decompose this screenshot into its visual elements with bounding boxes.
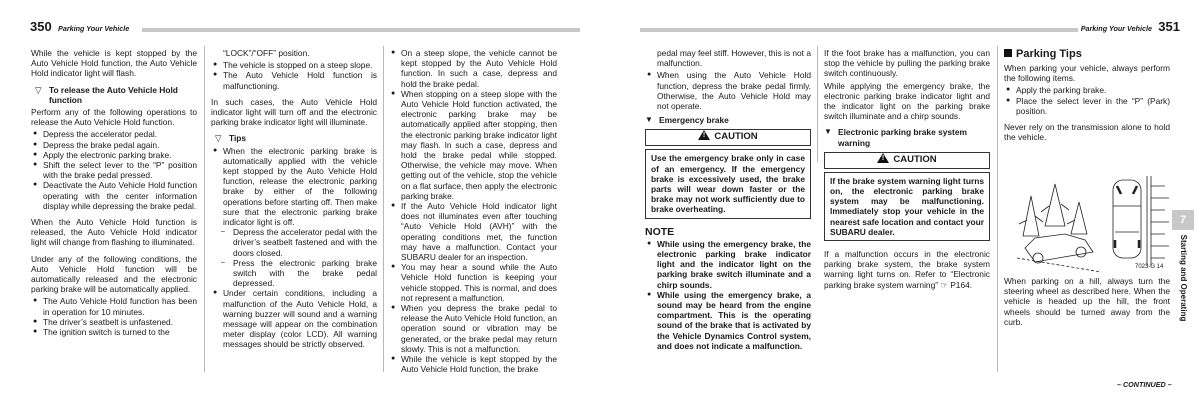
- column-divider: [204, 46, 205, 372]
- car-top-view-icon: [1113, 180, 1141, 258]
- bullet-icon: ●: [33, 130, 38, 138]
- bullet-icon: ●: [33, 328, 38, 336]
- dash-icon: –: [221, 258, 225, 266]
- list-item: ● If the Auto Vehicle Hold indicator light does not illuminates even after touching “Auto Vehicle Hold (AVH)” with the operating conditions met, the function may have a malfunction. Contact your SUBARU dealer for an inspection.: [391, 201, 557, 263]
- subheading-tips: ▽ Tips: [215, 133, 247, 144]
- bullet-icon: ●: [391, 355, 396, 363]
- list-item: ● Deactivate the Auto Vehicle Hold function operating with the center information display while depressing the brake pedal.: [33, 180, 197, 211]
- curb-icon: [1147, 176, 1169, 266]
- bullet-icon: ●: [33, 317, 38, 325]
- bullet-icon: ●: [1006, 86, 1011, 94]
- bullet-icon: ●: [647, 71, 652, 79]
- left-page-header: [30, 20, 550, 36]
- tree-icon: [1019, 184, 1087, 236]
- bullet-icon: ●: [213, 61, 218, 69]
- bullet-icon: ●: [391, 49, 396, 56]
- list-item: ● While using the emergency brake, a sound may be heard from the engine compartment. This is the operating sound of the brake that is activated by the Vehicle Dynamics Control system, and does not indicate a malfunction.: [647, 289, 811, 351]
- bullet-icon: ●: [33, 140, 38, 148]
- bullet-icon: ●: [213, 71, 218, 79]
- right-column-3: [1004, 48, 1170, 148]
- square-bullet-icon: [1004, 49, 1012, 57]
- figure-code: 7023-G 14: [1135, 264, 1164, 270]
- section-heading-parking-tips: Parking Tips: [1004, 48, 1170, 61]
- list-item: ● Apply the parking brake.: [1006, 85, 1107, 96]
- paragraph: pedal may feel stiff. However, this is not a malfunction.: [657, 48, 811, 69]
- left-column-3: [389, 48, 557, 375]
- list-item: ● The Auto Vehicle Hold function has been in operation for 10 minutes.: [33, 296, 197, 317]
- bullet-icon: ●: [33, 150, 38, 158]
- paragraph: Never rely on the transmission alone to hold the vehicle.: [1004, 122, 1170, 143]
- right-column-3-bottom: [1004, 276, 1170, 333]
- bullet-icon: ●: [647, 290, 652, 298]
- caution-body: Use the emergency brake only in case of an emergency. If the emergency brake is excessively used, the brake parts will wear down faster or the brake may not work sufficiently due to brake overheating.: [645, 149, 811, 218]
- triangle-down-icon: ▼: [645, 115, 653, 125]
- paragraph: In such cases, the Auto Vehicle Hold indicator light will turn off and the electronic parking brake indicator light will illuminate.: [211, 96, 377, 128]
- list-item: ● Shift the select lever to the “P” position with the brake pedal pressed.: [33, 160, 197, 181]
- running-title-left: Parking Your Vehicle: [58, 24, 130, 33]
- list-item: ● You may hear a sound while the Auto Vehicle Hold function is keeping your vehicle stopped. This is normal, and does not represent a malfunction.: [391, 262, 557, 303]
- caution-header: !CAUTION: [645, 129, 811, 146]
- paragraph: If a malfunction occurs in the electronic parking brake system, the brake system warning light turns on. Refer to “Electronic parking brake system warning” ☞ P164.: [824, 249, 990, 290]
- triangle-outline-icon: ▽: [215, 133, 222, 144]
- header-rule-left: [142, 28, 580, 32]
- paragraph: While applying the emergency brake, the electronic parking brake indicator light and the indicator light on the parking brake switch illuminate and a chirp sounds.: [824, 80, 990, 122]
- bullet-icon: ●: [391, 304, 396, 312]
- tips-list: [211, 146, 377, 350]
- page-number-left: 350: [30, 19, 52, 34]
- list-item: ● Apply the electronic parking brake.: [33, 149, 172, 160]
- caution-header: !CAUTION: [824, 152, 990, 169]
- list-subitem: – Depress the accelerator pedal with the driver’s seatbelt fastened and with the doors closed.: [221, 227, 377, 258]
- header-rule-right: [640, 28, 1078, 32]
- bullet-icon: ●: [213, 289, 218, 297]
- column-divider: [817, 46, 818, 162]
- list-item: ● The vehicle is stopped on a steep slope.: [213, 60, 373, 71]
- dash-icon: –: [221, 228, 225, 236]
- bullet-icon: ●: [33, 297, 38, 305]
- list-item: ● Under certain conditions, including a malfunction of the Auto Vehicle Hold, a warning buzzer will sound and a warning message will appear on the combination meter display (color LCD). All warning messages should be strictly observed.: [213, 288, 377, 350]
- conditions-list-cont: [211, 60, 377, 91]
- bullet-icon: ●: [647, 239, 652, 247]
- list-item: ● The Auto Vehicle Hold function is malfunctioning.: [213, 70, 377, 91]
- list-item: ● While the vehicle is kept stopped by the Auto Vehicle Hold function, the brake: [391, 354, 557, 375]
- chapter-tab-number: 7: [1172, 210, 1194, 230]
- paragraph: When parking on a hill, always turn the steering wheel as described here. When the vehicle is headed up the hill, the front wheels should be turned away from the curb.: [1004, 276, 1170, 327]
- column-divider: [383, 46, 384, 372]
- note-heading: NOTE: [645, 225, 675, 238]
- list-item: ● The driver’s seatbelt is unfastened.: [33, 316, 174, 327]
- paragraph: If the foot brake has a malfunction, you can stop the vehicle by pulling the parking brake switch continuously.: [824, 48, 990, 79]
- triangle-down-icon: ▼: [824, 127, 832, 137]
- paragraph: Under any of the following conditions, the Auto Vehicle Hold function will be automatically released and the electronic parking brake will be automatically applied.: [31, 253, 197, 295]
- parking-on-hill-illustration: [1005, 176, 1175, 274]
- list-item: ● Depress the accelerator pedal.: [33, 129, 158, 140]
- list-item: ● When stopping on a steep slope with the Auto Vehicle Hold function activated, the electronic parking brake may be automatically applied after stopping, then the electronic parking brake indicator light may flash. In such a case, depress and hold the brake pedal while stopped. Otherwise, the vehicle may move. When getting out of the vehicle, stop the vehicle on a flat surface, then apply the electronic parking brake.: [391, 88, 557, 201]
- section-heading-emergency-brake: ▼ Emergency brake: [645, 115, 729, 126]
- list-item: ● The ignition switch is turned to the: [33, 327, 170, 338]
- paragraph: When parking your vehicle, always perform the following items.: [1004, 63, 1170, 84]
- bullet-icon: ●: [391, 263, 396, 271]
- paragraph: While the vehicle is kept stopped by the Auto Vehicle Hold function, the Auto Vehicle Hold indicator light will flash.: [31, 48, 197, 79]
- release-list: [31, 129, 197, 211]
- left-column-2: [211, 48, 377, 350]
- bullet-icon: ●: [33, 161, 38, 169]
- car-on-slope-icon: [1017, 234, 1101, 272]
- continued-label: – CONTINUED –: [1117, 380, 1172, 389]
- tips-list-cont: [389, 48, 557, 375]
- list-item: ● While using the emergency brake, the electronic parking brake indicator light and the indicator light on the parking brake switch illuminate and a chirp sounds.: [647, 238, 811, 290]
- list-item: ● On a steep slope, the vehicle cannot be kept stopped by the Auto Vehicle Hold function. In such a case, depress and hold the brake pedal.: [391, 48, 557, 89]
- right-column-1: [645, 48, 811, 351]
- bullet-icon: ●: [1006, 96, 1011, 104]
- bullet-icon: ●: [33, 181, 38, 189]
- right-column-2: [824, 48, 990, 296]
- chapter-tab-label: Starting and Operating: [1179, 234, 1189, 322]
- left-column-1: [31, 48, 197, 337]
- paragraph: When the Auto Vehicle Hold function is released, the Auto Vehicle Hold indicator light will change from flashing to illuminated.: [31, 217, 197, 248]
- list-item: ● When the electronic parking brake is automatically applied with the vehicle kept stopped by the Auto Vehicle Hold function, release the electronic parking brake by either of the following operations before starting off. Then make sure that the electronic parking brake indicator light is off.: [213, 145, 377, 228]
- page-number-right: 351: [1158, 19, 1180, 34]
- paragraph: “LOCK”/“OFF” position.: [223, 48, 310, 58]
- paragraph: Perform any of the following operations to release the Auto Vehicle Hold function.: [31, 107, 197, 128]
- list-item: ● Place the select lever in the “P” (Park) position.: [1006, 95, 1170, 116]
- subheading-release: ▽ To release the Auto Vehicle Hold function: [35, 84, 178, 105]
- list-item: ● Depress the brake pedal again.: [33, 139, 160, 150]
- caution-body: If the brake system warning light turns on, the electronic parking brake system may be malfunctioning. Immediately stop your vehicle in the nearest safe location and contact your SUBARU dealer.: [824, 172, 990, 241]
- section-heading-epb-warning: ▼ Electronic parking brake system warning: [824, 127, 967, 148]
- warning-triangle-icon: [698, 130, 710, 140]
- conditions-list: [31, 296, 197, 337]
- parking-list: [1004, 85, 1170, 116]
- right-page-header: [640, 20, 1180, 36]
- bullet-icon: ●: [213, 146, 218, 154]
- bullet-icon: ●: [391, 89, 396, 97]
- avh-list: [645, 70, 811, 111]
- triangle-outline-icon: ▽: [35, 84, 42, 95]
- note-list: [645, 239, 811, 351]
- warning-triangle-icon: [877, 153, 889, 163]
- list-subitem: – Press the electronic parking brake switch with the brake pedal depressed.: [221, 257, 377, 289]
- column-divider: [997, 46, 998, 372]
- list-item: ● When you depress the brake pedal to release the Auto Vehicle Hold function, an operation sound or vibration may be generated, or the brake pedal may return slowly. This is not a malfunction.: [391, 303, 557, 354]
- bullet-icon: ●: [391, 202, 396, 210]
- list-item: ● When using the Auto Vehicle Hold function, depress the brake pedal firmly. Otherwise, the Auto Vehicle Hold may not operate.: [647, 70, 811, 112]
- running-title-right: Parking Your Vehicle: [1080, 24, 1152, 33]
